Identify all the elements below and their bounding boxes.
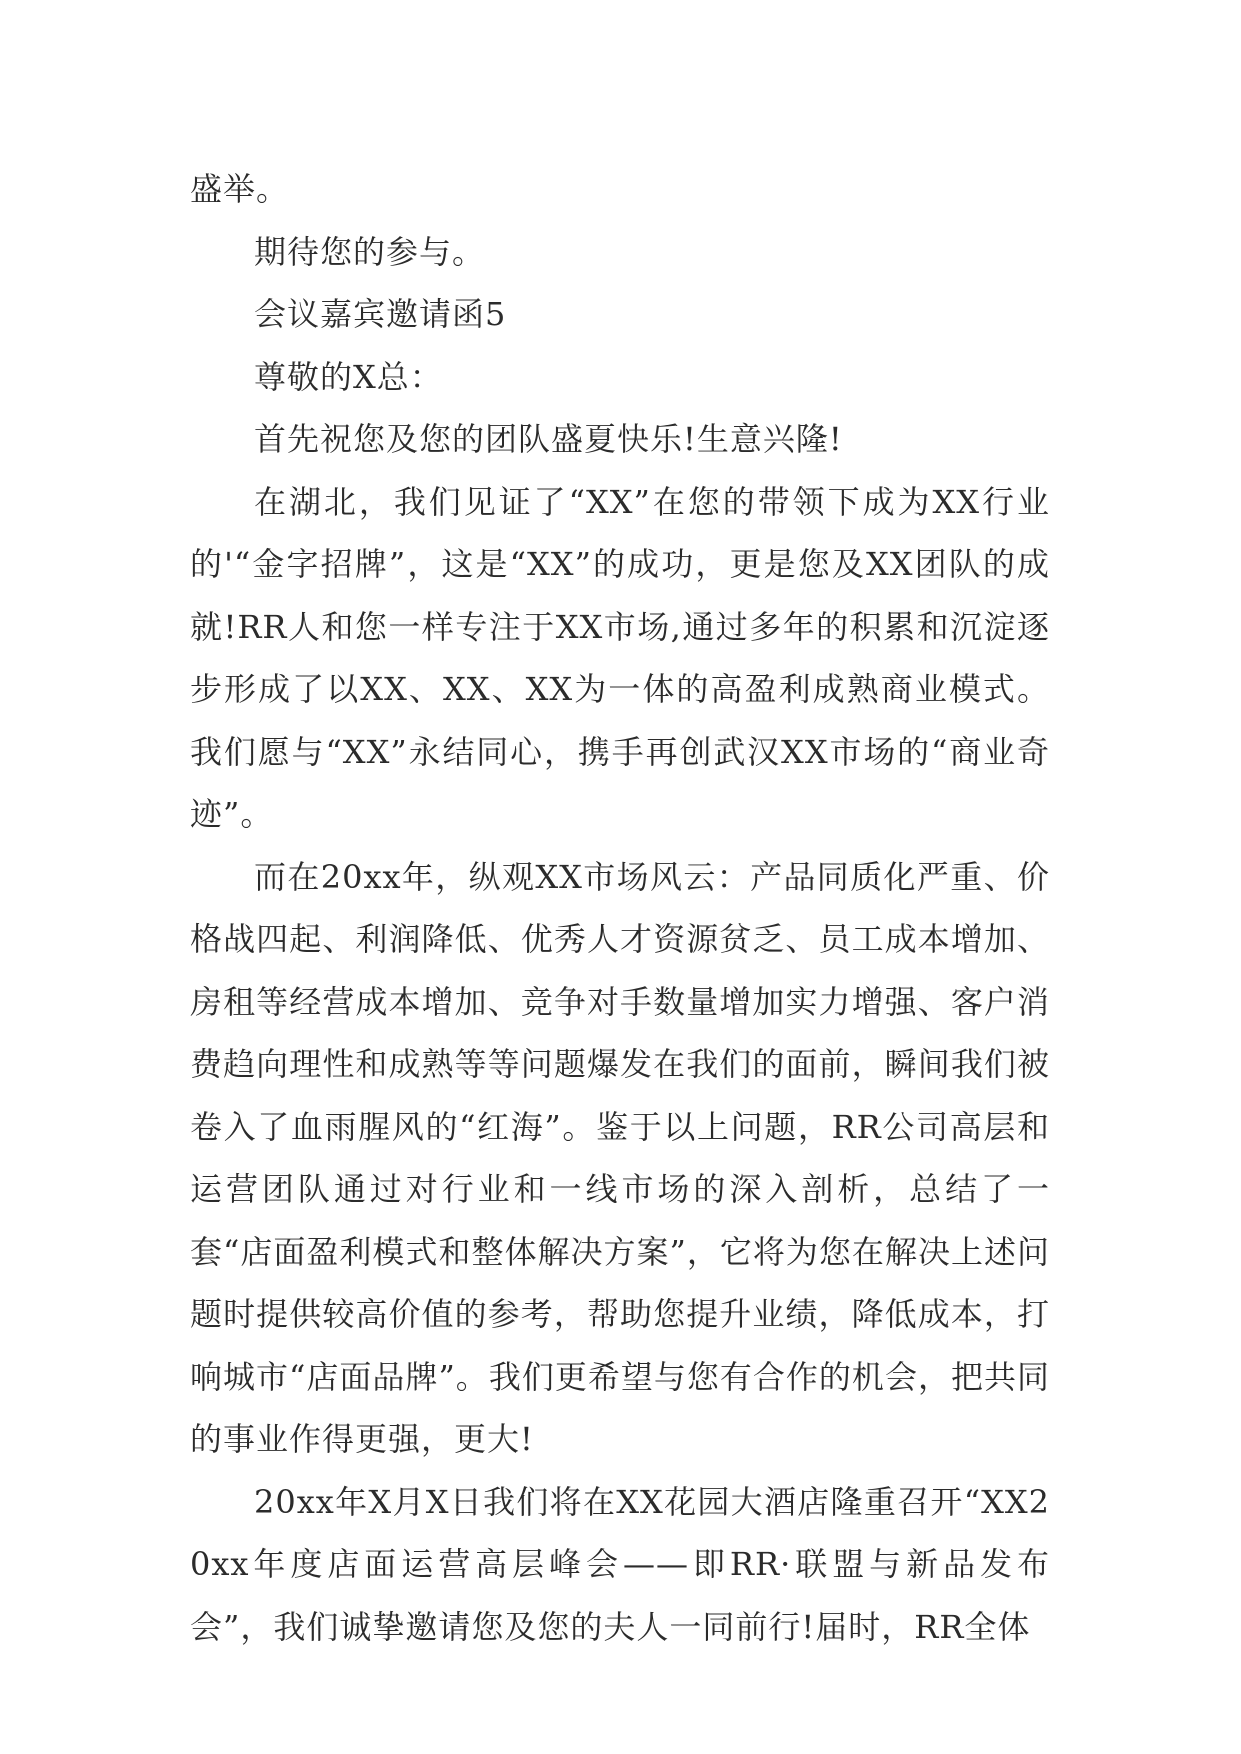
letter-salutation: 尊敬的X总：	[254, 357, 443, 396]
paragraph-closing-fragment: 盛举。	[190, 170, 290, 208]
paragraph-achievement: 在湖北，我们见证了“XX”在您的带领下成为XX行业的'“金字招牌”，这是“XX”的成功，更是您及XX团队的成就!RR人和您一样专注于XX市场,通过多年的积累和沉淀逐步形成了以XX、XX、XX为一体的高盈利成熟商业模式。我们愿与“XX”永结同心，携手再创武汉XX市场的“商业奇迹”。	[190, 482, 1050, 833]
paragraph-greeting: 首先祝您及您的团队盛夏快乐!生意兴隆!	[254, 420, 843, 458]
paragraph-invitation: 20xx年X月X日我们将在XX花园大酒店隆重召开“XX20xx年度店面运营高层峰会——即RR·联盟与新品发布会”，我们诚挚邀请您及您的夫人一同前行!届时，RR全体	[190, 1482, 1050, 1646]
document-body	[190, 158, 1050, 1658]
paragraph-market-situation: 而在20xx年，纵观XX市场风云：产品同质化严重、价格战四起、利润降低、优秀人才资源贫乏、员工成本增加、房租等经营成本增加、竞争对手数量增加实力增强、客户消费趋向理性和成熟等等问题爆发在我们的面前，瞬间我们被卷入了血雨腥风的“红海”。鉴于以上问题，RR公司高层和运营团队通过对行业和一线市场的深入剖析，总结了一套“店面盈利模式和整体解决方案”，它将为您在解决上述问题时提供较高价值的参考，帮助您提升业绩，降低成本，打响城市“店面品牌”。我们更希望与您有合作的机会，把共同的事业作得更强，更大!	[190, 857, 1050, 1458]
paragraph-anticipation: 期待您的参与。	[254, 232, 486, 271]
letter-title: 会议嘉宾邀请函5	[254, 295, 507, 333]
